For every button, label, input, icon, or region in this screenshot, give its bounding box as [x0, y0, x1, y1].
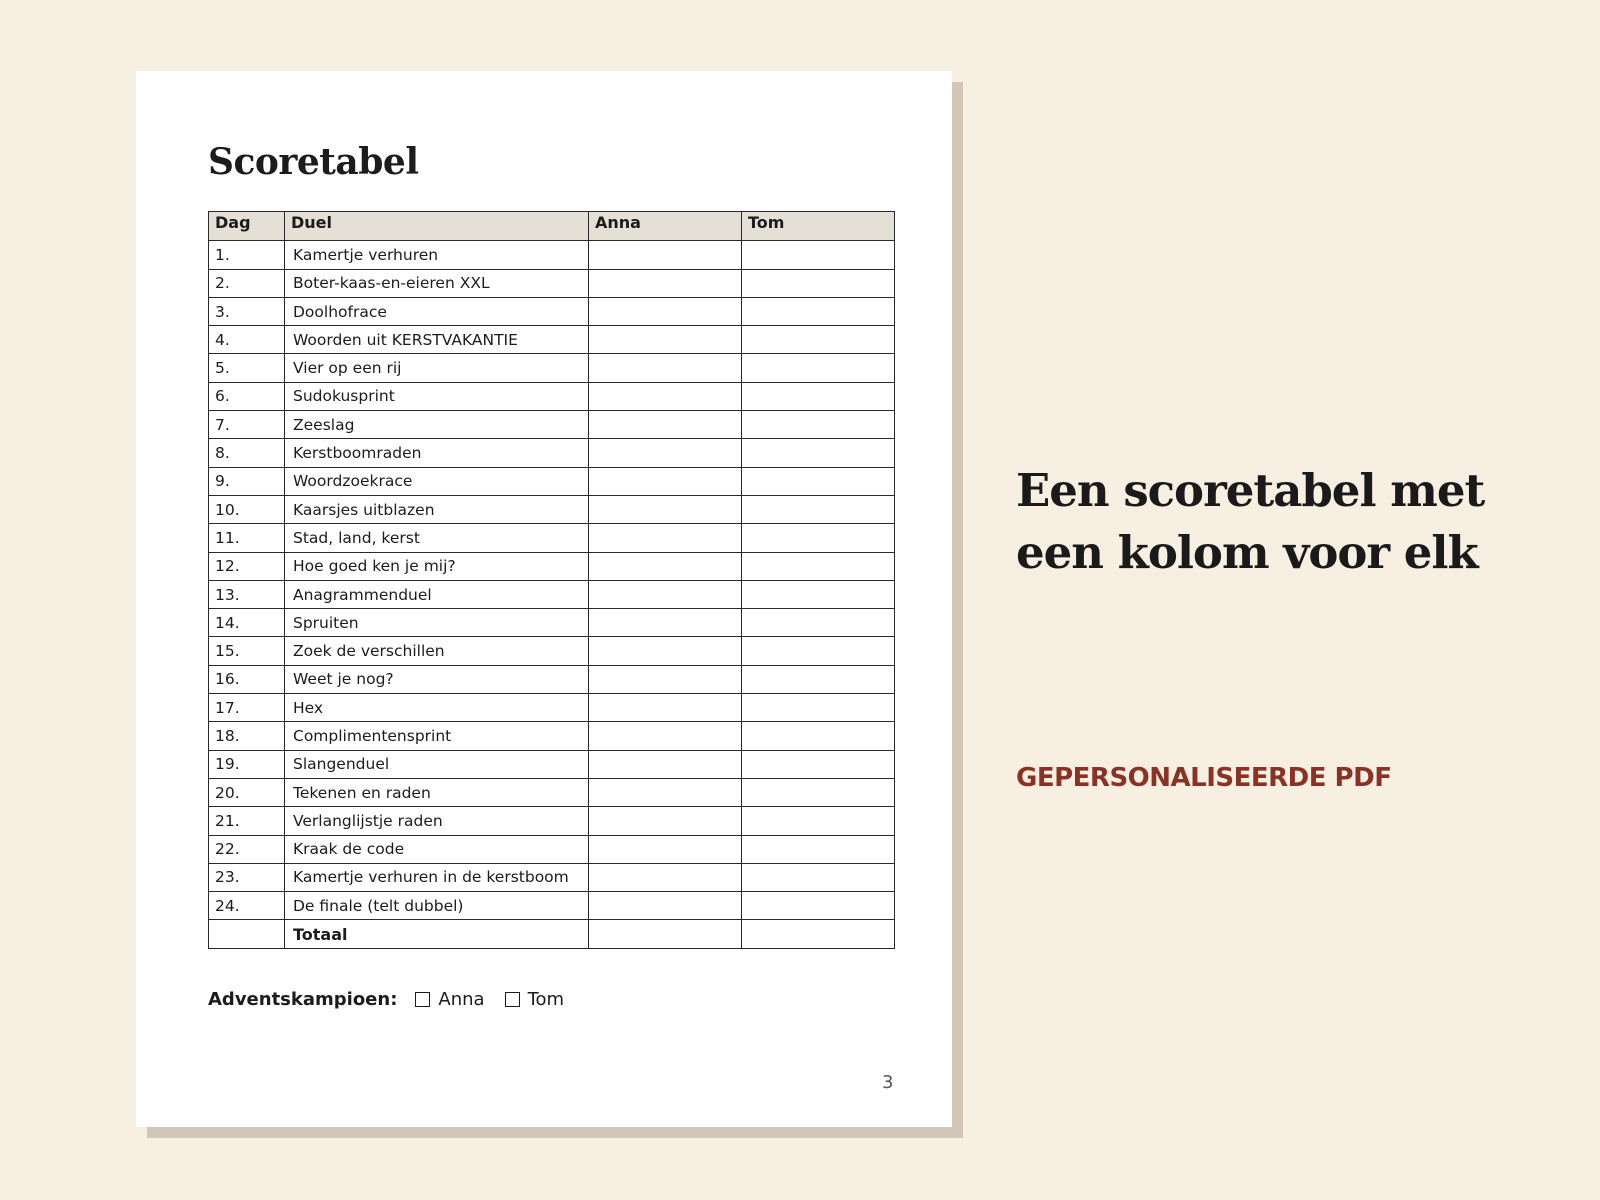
score-cell-anna[interactable]	[589, 722, 742, 750]
duel-cell: Kamertje verhuren	[285, 241, 589, 269]
score-cell-tom[interactable]	[742, 637, 895, 665]
table-row	[209, 241, 895, 269]
score-cell-anna[interactable]	[589, 807, 742, 835]
day-cell: 21.	[209, 807, 285, 835]
duel-cell: Woorden uit KERSTVAKANTIE	[285, 326, 589, 354]
duel-cell: Sudokusprint	[285, 382, 589, 410]
day-cell: 18.	[209, 722, 285, 750]
table-row	[209, 439, 895, 467]
score-table	[208, 211, 895, 949]
score-cell-tom[interactable]	[742, 495, 895, 523]
score-cell-anna[interactable]	[589, 750, 742, 778]
day-cell: 5.	[209, 354, 285, 382]
score-cell-anna[interactable]	[589, 467, 742, 495]
score-cell-tom[interactable]	[742, 297, 895, 325]
duel-cell: Slangenduel	[285, 750, 589, 778]
score-cell-anna[interactable]	[589, 778, 742, 806]
duel-cell: Kaarsjes uitblazen	[285, 495, 589, 523]
promo-subline: GEPERSONALISEERDE PDF	[1016, 763, 1392, 793]
table-header-row	[209, 212, 895, 241]
day-cell: 15.	[209, 637, 285, 665]
checkbox-tom[interactable]	[505, 992, 520, 1007]
champion-label: Adventskampioen:	[208, 989, 398, 1010]
score-cell-anna[interactable]	[589, 580, 742, 608]
score-cell-anna[interactable]	[589, 637, 742, 665]
total-day-cell	[209, 920, 285, 948]
score-cell-anna[interactable]	[589, 552, 742, 580]
day-cell: 8.	[209, 439, 285, 467]
table-row	[209, 694, 895, 722]
duel-cell: Doolhofrace	[285, 297, 589, 325]
score-cell-tom[interactable]	[742, 241, 895, 269]
score-cell-tom[interactable]	[742, 892, 895, 920]
table-row	[209, 326, 895, 354]
day-cell: 9.	[209, 467, 285, 495]
champion-option-tom[interactable]	[505, 989, 564, 1010]
score-cell-tom[interactable]	[742, 326, 895, 354]
header-player-1: Anna	[589, 212, 742, 241]
score-cell-anna[interactable]	[589, 835, 742, 863]
score-cell-tom[interactable]	[742, 580, 895, 608]
document-page	[136, 71, 952, 1127]
duel-cell: Boter-kaas-en-eieren XXL	[285, 269, 589, 297]
score-cell-tom[interactable]	[742, 665, 895, 693]
duel-cell: Tekenen en raden	[285, 778, 589, 806]
score-cell-anna[interactable]	[589, 892, 742, 920]
score-cell-tom[interactable]	[742, 411, 895, 439]
table-row	[209, 297, 895, 325]
score-cell-anna[interactable]	[589, 694, 742, 722]
total-label: Totaal	[285, 920, 589, 948]
duel-cell: Kamertje verhuren in de kerstboom	[285, 863, 589, 891]
table-row	[209, 524, 895, 552]
duel-cell: Vier op een rij	[285, 354, 589, 382]
score-cell-tom[interactable]	[742, 863, 895, 891]
day-cell: 17.	[209, 694, 285, 722]
score-cell-tom[interactable]	[742, 382, 895, 410]
table-row	[209, 552, 895, 580]
score-table-body	[209, 241, 895, 948]
table-row	[209, 665, 895, 693]
header-day: Dag	[209, 212, 285, 241]
score-cell-tom[interactable]	[742, 354, 895, 382]
table-row	[209, 778, 895, 806]
duel-cell: Hoe goed ken je mij?	[285, 552, 589, 580]
day-cell: 14.	[209, 609, 285, 637]
score-cell-anna[interactable]	[589, 354, 742, 382]
champion-selector	[208, 989, 584, 1010]
table-row	[209, 863, 895, 891]
promo-headline: Een scoretabel met een kolom voor elk	[1016, 464, 1485, 579]
duel-cell: Zoek de verschillen	[285, 637, 589, 665]
score-cell-tom[interactable]	[742, 750, 895, 778]
table-row	[209, 722, 895, 750]
total-row	[209, 920, 895, 948]
day-cell: 7.	[209, 411, 285, 439]
table-row	[209, 269, 895, 297]
duel-cell: Stad, land, kerst	[285, 524, 589, 552]
total-cell-anna[interactable]	[589, 920, 742, 948]
table-row	[209, 835, 895, 863]
day-cell: 11.	[209, 524, 285, 552]
score-cell-anna[interactable]	[589, 439, 742, 467]
score-cell-tom[interactable]	[742, 467, 895, 495]
day-cell: 16.	[209, 665, 285, 693]
score-cell-tom[interactable]	[742, 807, 895, 835]
score-cell-anna[interactable]	[589, 241, 742, 269]
duel-cell: Verlanglijstje raden	[285, 807, 589, 835]
day-cell: 12.	[209, 552, 285, 580]
score-cell-tom[interactable]	[742, 778, 895, 806]
duel-cell: Kraak de code	[285, 835, 589, 863]
header-player-2: Tom	[742, 212, 895, 241]
duel-cell: Zeeslag	[285, 411, 589, 439]
score-cell-anna[interactable]	[589, 609, 742, 637]
day-cell: 20.	[209, 778, 285, 806]
score-cell-anna[interactable]	[589, 269, 742, 297]
score-cell-anna[interactable]	[589, 297, 742, 325]
duel-cell: Hex	[285, 694, 589, 722]
champion-option-label: Tom	[527, 989, 565, 1010]
table-row	[209, 411, 895, 439]
day-cell: 2.	[209, 269, 285, 297]
score-cell-tom[interactable]	[742, 552, 895, 580]
duel-cell: Spruiten	[285, 609, 589, 637]
score-cell-tom[interactable]	[742, 722, 895, 750]
page-title: Scoretabel	[208, 141, 419, 183]
score-cell-anna[interactable]	[589, 326, 742, 354]
score-cell-anna[interactable]	[589, 863, 742, 891]
score-cell-tom[interactable]	[742, 524, 895, 552]
day-cell: 3.	[209, 297, 285, 325]
score-cell-anna[interactable]	[589, 382, 742, 410]
score-cell-tom[interactable]	[742, 835, 895, 863]
score-cell-tom[interactable]	[742, 439, 895, 467]
table-row	[209, 637, 895, 665]
day-cell: 19.	[209, 750, 285, 778]
score-cell-anna[interactable]	[589, 411, 742, 439]
table-row	[209, 495, 895, 523]
duel-cell: Weet je nog?	[285, 665, 589, 693]
header-duel: Duel	[285, 212, 589, 241]
duel-cell: Anagrammenduel	[285, 580, 589, 608]
page-number: 3	[882, 1072, 894, 1093]
total-cell-tom[interactable]	[742, 920, 895, 948]
score-cell-tom[interactable]	[742, 609, 895, 637]
score-cell-anna[interactable]	[589, 524, 742, 552]
day-cell: 23.	[209, 863, 285, 891]
duel-cell: Complimentensprint	[285, 722, 589, 750]
table-row	[209, 807, 895, 835]
table-row	[209, 354, 895, 382]
champion-option-anna[interactable]	[415, 989, 484, 1010]
day-cell: 1.	[209, 241, 285, 269]
champion-option-label: Anna	[438, 989, 485, 1010]
score-cell-anna[interactable]	[589, 665, 742, 693]
duel-cell: De finale (telt dubbel)	[285, 892, 589, 920]
day-cell: 6.	[209, 382, 285, 410]
score-cell-tom[interactable]	[742, 269, 895, 297]
score-cell-tom[interactable]	[742, 694, 895, 722]
duel-cell: Kerstboomraden	[285, 439, 589, 467]
table-row	[209, 467, 895, 495]
table-row	[209, 750, 895, 778]
day-cell: 13.	[209, 580, 285, 608]
day-cell: 22.	[209, 835, 285, 863]
table-row	[209, 892, 895, 920]
day-cell: 10.	[209, 495, 285, 523]
day-cell: 4.	[209, 326, 285, 354]
table-row	[209, 580, 895, 608]
table-row	[209, 609, 895, 637]
table-row	[209, 382, 895, 410]
checkbox-anna[interactable]	[415, 992, 430, 1007]
score-cell-anna[interactable]	[589, 495, 742, 523]
day-cell: 24.	[209, 892, 285, 920]
duel-cell: Woordzoekrace	[285, 467, 589, 495]
